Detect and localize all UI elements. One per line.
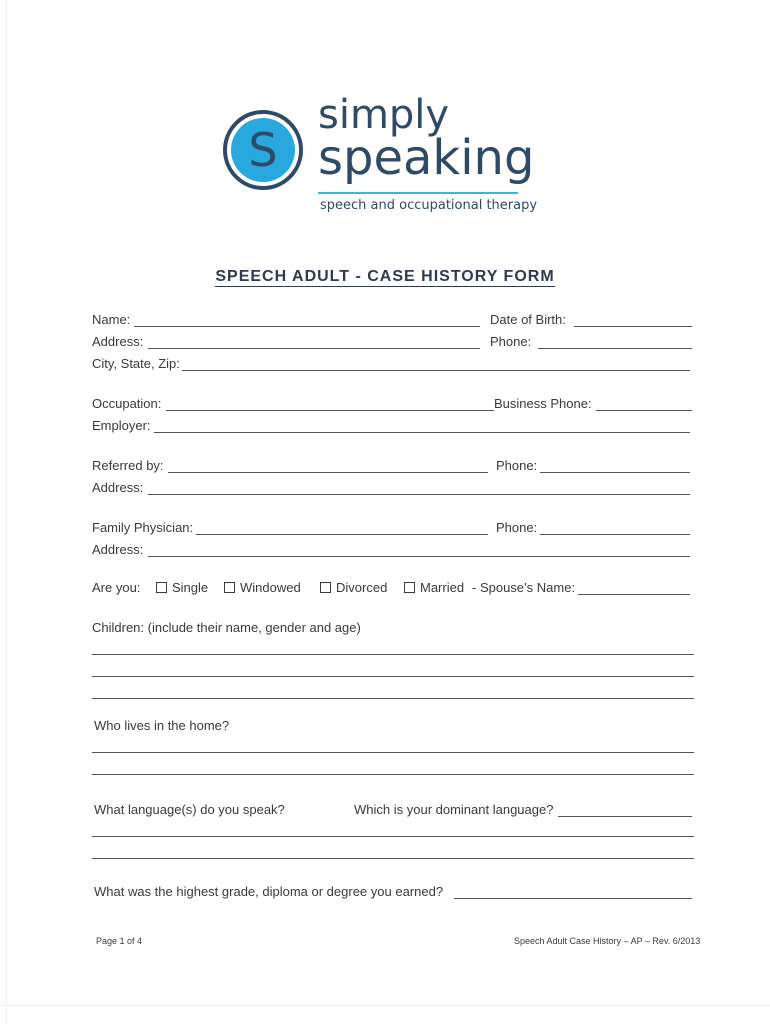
children-line-3[interactable] xyxy=(92,698,694,699)
logo-monogram-icon xyxy=(222,104,304,196)
row-city xyxy=(92,356,692,376)
education-field[interactable] xyxy=(454,898,692,899)
phone-label: Phone: xyxy=(490,334,532,349)
row-referrer-address xyxy=(92,480,692,500)
option-single[interactable]: Single xyxy=(156,580,208,595)
occupation-label: Occupation: xyxy=(92,396,162,411)
physician-address-label: Address: xyxy=(92,542,144,557)
option-windowed[interactable]: Windowed xyxy=(224,580,301,595)
dominant-language-label: Which is your dominant language? xyxy=(354,802,554,817)
children-line-2[interactable] xyxy=(92,676,694,677)
row-referred xyxy=(92,458,692,478)
brand-tagline: speech and occupational therapy xyxy=(320,198,538,213)
children-line-1[interactable] xyxy=(92,654,694,655)
dominant-language-field[interactable] xyxy=(558,816,692,817)
option-divorced[interactable]: Divorced xyxy=(320,580,387,595)
form-reference: Speech Adult Case History – AP – Rev. 6/2013 xyxy=(514,936,701,946)
referrer-address-label: Address: xyxy=(92,480,144,495)
logo-monogram: S xyxy=(248,123,278,177)
languages-line-1[interactable] xyxy=(92,836,694,837)
row-employer xyxy=(92,418,692,438)
children-label: Children: (include their name, gender and age) xyxy=(92,620,361,635)
physician-field[interactable] xyxy=(196,534,488,535)
spouse-label: - Spouse’s Name: xyxy=(472,580,576,595)
physician-phone-field[interactable] xyxy=(540,534,690,535)
row-marital-status xyxy=(92,580,692,600)
who-lives-line-1[interactable] xyxy=(92,752,694,753)
who-lives-label: Who lives in the home? xyxy=(94,718,230,733)
physician-address-field[interactable] xyxy=(148,556,690,557)
address-field[interactable] xyxy=(148,348,480,349)
option-married[interactable]: Married xyxy=(404,580,464,595)
brand-name-line2: speaking xyxy=(318,130,535,186)
page-number: Page 1 of 4 xyxy=(96,936,143,946)
row-languages xyxy=(92,802,692,822)
referrer-address-field[interactable] xyxy=(148,494,690,495)
scan-edge-bottom xyxy=(0,1005,770,1006)
row-physician-address xyxy=(92,542,692,562)
company-logo xyxy=(222,92,562,220)
name-label: Name: xyxy=(92,312,131,327)
referred-label: Referred by: xyxy=(92,458,164,473)
single-checkbox[interactable] xyxy=(156,582,167,593)
phone-field[interactable] xyxy=(538,348,692,349)
dob-label: Date of Birth: xyxy=(490,312,566,327)
are-you-label: Are you: xyxy=(92,580,141,595)
business-phone-field[interactable] xyxy=(596,410,692,411)
languages-label: What language(s) do you speak? xyxy=(94,802,285,817)
row-physician xyxy=(92,520,692,540)
row-education xyxy=(92,884,692,904)
employer-field[interactable] xyxy=(154,432,690,433)
occupation-field[interactable] xyxy=(166,410,494,411)
referrer-phone-label: Phone: xyxy=(496,458,538,473)
row-address xyxy=(92,334,692,354)
dob-field[interactable] xyxy=(574,326,692,327)
row-children xyxy=(92,620,692,640)
languages-line-2[interactable] xyxy=(92,858,694,859)
city-field[interactable] xyxy=(182,370,690,371)
physician-label: Family Physician: xyxy=(92,520,194,535)
row-name xyxy=(92,312,692,332)
form-title: SPEECH ADULT - CASE HISTORY FORM xyxy=(215,268,555,285)
name-field[interactable] xyxy=(134,326,480,327)
row-who-lives xyxy=(92,718,692,738)
who-lives-line-2[interactable] xyxy=(92,774,694,775)
scan-edge xyxy=(6,0,7,1024)
spouse-field[interactable] xyxy=(578,594,690,595)
business-phone-label: Business Phone: xyxy=(494,396,592,411)
row-occupation xyxy=(92,396,692,416)
physician-phone-label: Phone: xyxy=(496,520,538,535)
city-label: City, State, Zip: xyxy=(92,356,180,371)
brand-underline xyxy=(318,192,518,194)
divorced-checkbox[interactable] xyxy=(320,582,331,593)
married-checkbox[interactable] xyxy=(404,582,415,593)
referred-field[interactable] xyxy=(168,472,488,473)
address-label: Address: xyxy=(92,334,144,349)
windowed-checkbox[interactable] xyxy=(224,582,235,593)
education-label: What was the highest grade, diploma or degree you earned? xyxy=(94,884,444,899)
referrer-phone-field[interactable] xyxy=(540,472,690,473)
brand-name-line1: simply xyxy=(318,92,450,138)
employer-label: Employer: xyxy=(92,418,151,433)
